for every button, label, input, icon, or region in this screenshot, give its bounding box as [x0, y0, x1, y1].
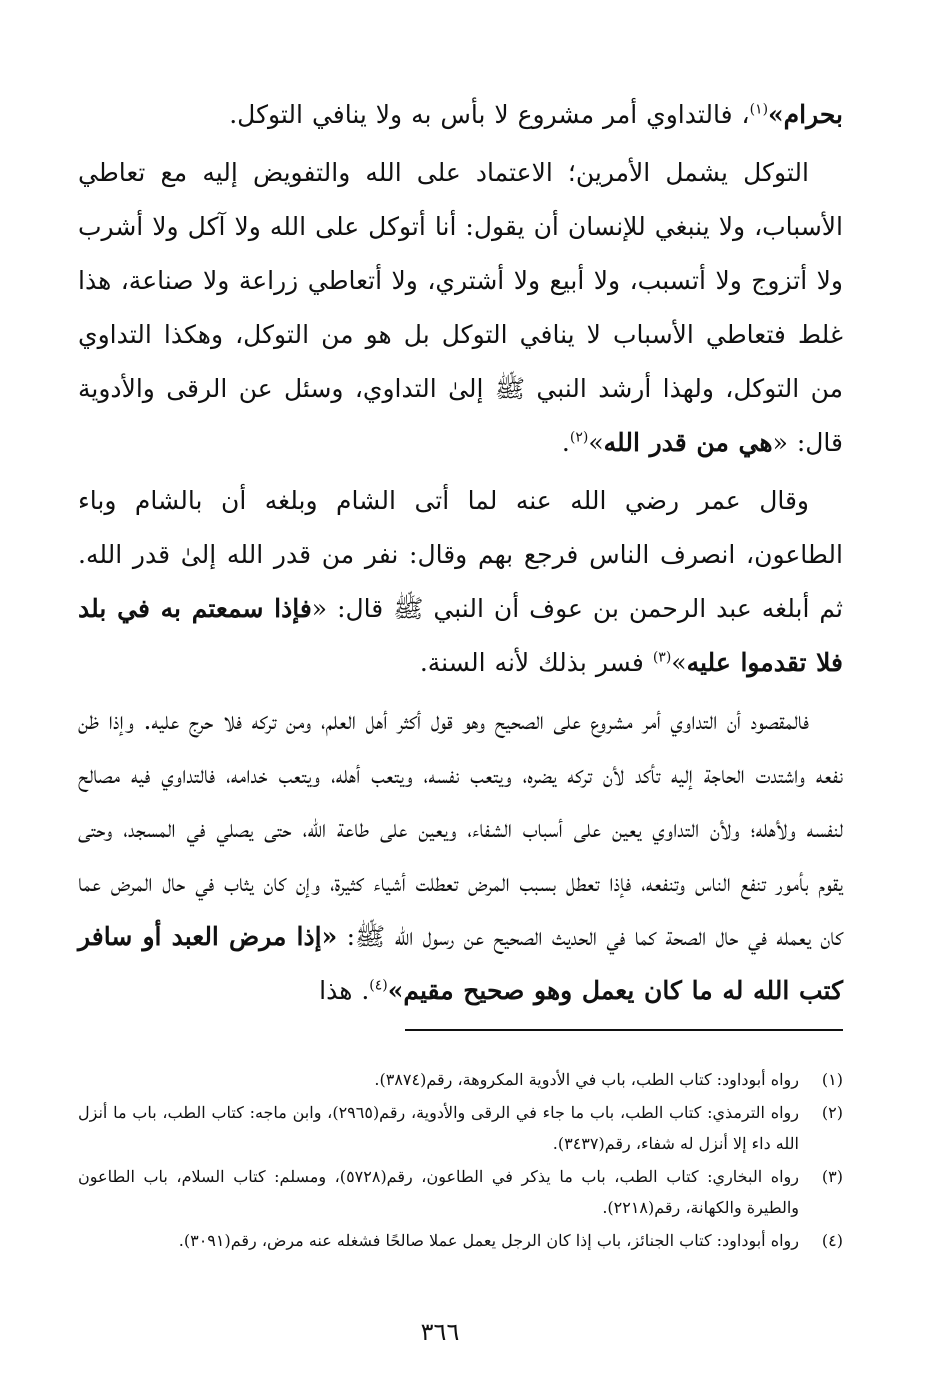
- footnote-item: [78, 1097, 843, 1159]
- footnote-ref-4[interactable]: (٤): [369, 977, 388, 994]
- footnote-item: [78, 1161, 843, 1223]
- paragraph-end: . هذا: [319, 976, 370, 1005]
- bold-text: بحرام»: [768, 100, 843, 129]
- footnote-ref-1[interactable]: (١): [749, 101, 769, 118]
- paragraph-end: .: [561, 428, 570, 457]
- hadith-quote: فإذا سمعتم به في بلد فلا تقدموا عليه: [78, 594, 843, 677]
- footnote-text: رواه الترمذي: كتاب الطب، باب ما جاء في الرقى والأدوية، رقم(٢٩٦٥)، وابن ماجه: كتاب الطب، باب ما أنزل الله داء إلا أنزل له شفاء، رقم(٣٤٣٧).: [78, 1103, 799, 1153]
- footnote-ref-3[interactable]: (٣): [652, 649, 672, 666]
- hadith-quote: «إذا مرض العبد أو سافر كتب الله له ما كان يعمل وهو صحيح مقيم»: [78, 922, 843, 1005]
- quote-close: »: [588, 428, 604, 457]
- paragraph-text: التوكل يشمل الأمرين؛ الاعتماد على الله والتفويض إليه مع تعاطي الأسباب، ولا ينبغي للإنسان أن يقول: أنا أتوكل على الله ولا آكل ولا أشرب ولا أتزوج ولا أتسبب، ولا أبيع ولا أشتري، ولا أتعاطي زراعة ولا صناعة، هذا غلط فتعاطي الأسباب لا ينافي التوكل بل هو من التوكل، وهكذا التداوي من التوكل، ولهذا أرشد النبي ﷺ إلىٰ التداوي، وسئل عن الرقى والأدوية قال: «: [78, 158, 843, 457]
- main-text: [78, 88, 843, 1022]
- footnote-text: رواه البخاري: كتاب الطب، باب ما يذكر في الطاعون، رقم(٥٧٢٨)، ومسلم: كتاب السلام، باب الطاعون والطيرة والكهانة، رقم(٢٢١٨).: [78, 1167, 800, 1217]
- footnote-item: [78, 1225, 843, 1256]
- hadith-quote: هي من قدر الله: [603, 428, 773, 457]
- paragraph-1: [78, 88, 843, 142]
- paragraph-text: فالمقصود أن التداوي أمر مشروع على الصحيح وهو قول أكثر أهل العلم، ومن تركه فلا حرج عليه. وإذا ظن نفعه واشتدت الحاجة إليه تأكد لأن تركه يضره، ويتعب نفسه، ويتعب أهله، ويتعب خدامه، فالتداوي فيه مصالح لنفسه ولأهله؛ ولأن التداوي يعين على أسباب الشفاء، ويعين على طاعة الله، حتى يصلي في المسجد، وحتى يقوم بأمور تنفع الناس وتنفعه، فإذا تعطل بسبب المرض تعطلت أشياء كثيرة، وإن كان يثاب في حال المرض عما كان يعمله في حال الصحة كما في الحديث الصحيح عن رسول الله ﷺ:: [78, 706, 843, 951]
- footnote-text: رواه أبوداود: كتاب الطب، باب في الأدوية المكروهة، رقم(٣٨٧٤).: [374, 1070, 799, 1089]
- footnotes: [78, 1064, 843, 1258]
- footnote-number: (١): [821, 1070, 843, 1089]
- footnote-text: رواه أبوداود: كتاب الجنائز، باب إذا كان الرجل يعمل عملا صالحًا فشغله عنه مرض، رقم(٣٠٩١).: [178, 1231, 799, 1250]
- footnote-number: (٢): [821, 1103, 843, 1122]
- footnote-ref-2[interactable]: (٢): [569, 429, 589, 446]
- footnote-number: (٣): [821, 1167, 843, 1186]
- paragraph-end: فسر بذلك لأنه السنة.: [419, 648, 644, 677]
- paragraph-3: [78, 474, 843, 690]
- page-number: ٣٦٦: [420, 1318, 460, 1346]
- footnote-number: (٤): [821, 1231, 843, 1250]
- footnote-item: [78, 1064, 843, 1095]
- paragraph-text: ، فالتداوي أمر مشروع لا بأس به ولا ينافي التوكل.: [229, 100, 750, 129]
- paragraph-text: وقال عمر رضي الله عنه لما أتى الشام وبلغه أن بالشام وباء الطاعون، انصرف الناس فرجع بهم وقال: نفر من قدر الله إلىٰ قدر الله. ثم أبلغه عبد الرحمن بن عوف أن النبي ﷺ قال: «: [78, 486, 843, 623]
- footnote-divider: [405, 1029, 843, 1031]
- quote-close: »: [671, 648, 687, 677]
- paragraph-2: [78, 146, 843, 470]
- paragraph-4: [78, 694, 843, 1018]
